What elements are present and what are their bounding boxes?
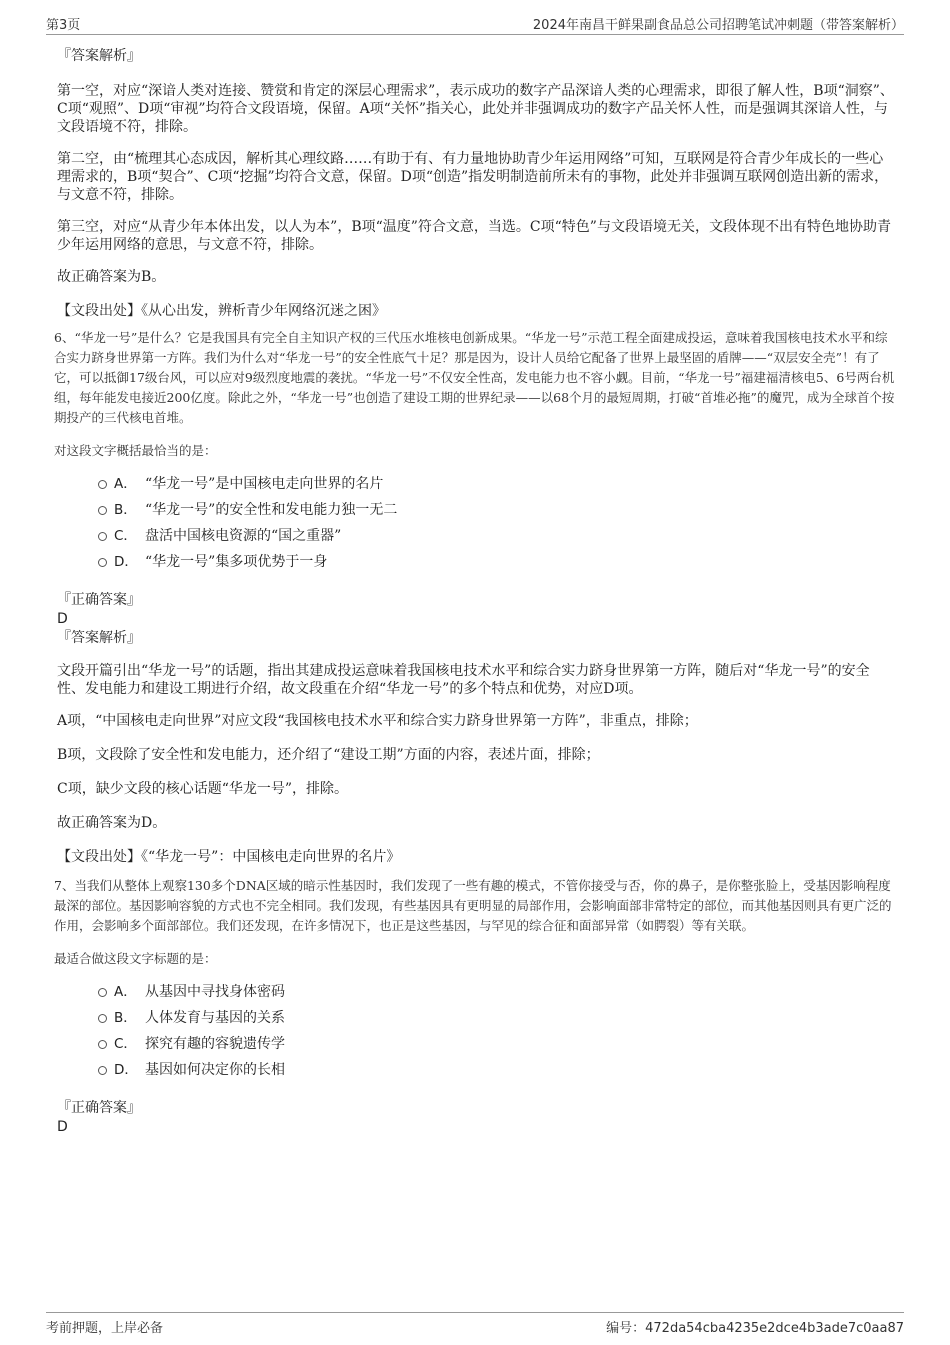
option-text: “华龙一号”集多项优势于一身 xyxy=(145,554,328,570)
q7-answer-label: 『正确答案』 xyxy=(57,1100,141,1116)
option-b[interactable] xyxy=(57,1008,897,1034)
option-letter: A． xyxy=(114,984,137,1000)
option-d[interactable] xyxy=(57,552,897,578)
option-letter: B． xyxy=(114,1010,137,1026)
option-c[interactable] xyxy=(57,526,897,552)
radio-button-icon[interactable] xyxy=(98,480,107,489)
q6-answer-label: 『正确答案』 xyxy=(57,592,141,608)
page-number: 第3页 xyxy=(46,18,81,33)
option-text: 从基因中寻找身体密码 xyxy=(145,984,285,1000)
option-text: “华龙一号”是中国核电走向世界的名片 xyxy=(145,476,384,492)
q6-analysis-paragraph: A项，“中国核电走向世界”对应文段“我国核电技术水平和综合实力跻身世界第一方阵”，非重点，排除； xyxy=(57,713,698,729)
option-letter: D． xyxy=(114,1062,138,1078)
q6-analysis-paragraph: B项，文段除了安全性和发电能力，还介绍了“建设工期”方面的内容，表述片面，排除； xyxy=(57,747,600,763)
q6-conclusion: 故正确答案为D。 xyxy=(57,815,167,831)
radio-button-icon[interactable] xyxy=(98,988,107,997)
option-letter: B． xyxy=(114,502,137,518)
q5-analysis-label: 『答案解析』 xyxy=(57,48,141,64)
option-text: 基因如何决定你的长相 xyxy=(145,1062,285,1078)
radio-button-icon[interactable] xyxy=(98,558,107,567)
radio-button-icon[interactable] xyxy=(98,1040,107,1049)
option-letter: A． xyxy=(114,476,137,492)
page-header xyxy=(46,12,904,35)
option-letter: C． xyxy=(114,528,137,544)
question-7-prompt: 最适合做这段文字标题的是： xyxy=(54,951,217,966)
q6-source: 【文段出处】《“华龙一号”：中国核电走向世界的名片》 xyxy=(57,849,401,865)
option-c[interactable] xyxy=(57,1034,897,1060)
option-a[interactable] xyxy=(57,982,897,1008)
option-a[interactable] xyxy=(57,474,897,500)
radio-button-icon[interactable] xyxy=(98,1014,107,1023)
option-text: 探究有趣的容貌遗传学 xyxy=(145,1036,285,1052)
option-text: “华龙一号”的安全性和发电能力独一无二 xyxy=(145,502,398,518)
option-d[interactable] xyxy=(57,1060,897,1086)
q6-analysis-paragraph: C项，缺少文段的核心话题“华龙一号”，排除。 xyxy=(57,781,349,797)
option-text: 人体发育与基因的关系 xyxy=(145,1010,285,1026)
q5-analysis-paragraph: 第一空，对应“深谙人类对连接、赞赏和肯定的深层心理需求”，表示成功的数字产品深谙人类的心理需求，即很了解人性，B项“洞察”、C项“观照”、D项“审视”均符合文段语境，保留。A项“关怀”指关心，此处并非强调成功的数字产品关怀人性，而是强调其深谙人性，与文段语境不符，排除。 xyxy=(57,83,894,135)
q5-conclusion: 故正确答案为B。 xyxy=(57,269,166,285)
q6-analysis-label: 『答案解析』 xyxy=(57,630,141,646)
page-content xyxy=(54,44,897,1136)
question-7-options xyxy=(57,982,897,1086)
radio-button-icon[interactable] xyxy=(98,532,107,541)
question-6-text: 6、“华龙一号”是什么？它是我国具有完全自主知识产权的三代压水堆核电创新成果。“华龙一号”示范工程全面建成投运，意味着我国核电技术水平和综合实力跻身世界第一方阵。我们为什么对“华龙一号”的安全性底气十足？那是因为，设计人员给它配备了世界上最坚固的盾牌——“双层安全壳”！有了它，可以抵御17级台风，可以应对9级烈度地震的袭扰。“华龙一号”不仅安全性高，发电能力也不容小觑。目前，“华龙一号”福建福清核电5、6号两台机组，每年能发电接近200亿度。除此之外，“华龙一号”也创造了建设工期的世界纪录——以68个月的最短周期，打破“首堆必拖”的魔咒，成为全球首个按期投产的三代核电首堆。 xyxy=(54,330,895,425)
question-6-options xyxy=(57,474,897,578)
option-text: 盘活中国核电资源的“国之重器” xyxy=(145,528,342,544)
option-b[interactable] xyxy=(57,500,897,526)
q5-analysis-paragraph: 第二空，由“梳理其心态成因，解析其心理纹路……有助于有、有力量地协助青少年运用网络”可知，互联网是符合青少年成长的一些心理需求的，B项“契合”、C项“挖掘”均符合文意，保留。D项“创造”指发明制造前所未有的事物，此处并非强调互联网创造出新的需求，与文意不符，排除。 xyxy=(57,151,889,203)
q5-source: 【文段出处】《从心出发，辨析青少年网络沉迷之困》 xyxy=(57,303,386,319)
page-footer xyxy=(46,1312,904,1335)
document-code: 编号：472da54cba4235e2dce4b3ade7c0aa87 xyxy=(606,1321,904,1336)
question-6-prompt: 对这段文字概括最恰当的是： xyxy=(54,443,217,458)
option-letter: C． xyxy=(114,1036,137,1052)
q6-analysis-paragraph: 文段开篇引出“华龙一号”的话题，指出其建成投运意味着我国核电技术水平和综合实力跻身世界第一方阵，随后对“华龙一号”的安全性、发电能力和建设工期进行介绍，故文段重在介绍“华龙一号”的多个特点和优势，对应D项。 xyxy=(57,663,870,697)
q6-answer: D xyxy=(57,611,68,627)
radio-button-icon[interactable] xyxy=(98,506,107,515)
option-letter: D． xyxy=(114,554,138,570)
footer-slogan: 考前押题，上岸必备 xyxy=(46,1321,164,1336)
q7-answer: D xyxy=(57,1119,68,1135)
document-title: 2024年南昌干鲜果副食品总公司招聘笔试冲刺题（带答案解析） xyxy=(532,18,904,33)
q5-analysis-paragraph: 第三空，对应“从青少年本体出发，以人为本”，B项“温度”符合文意，当选。C项“特色”与文段语境无关，文段体现不出有特色地协助青少年运用网络的意思，与文意不符，排除。 xyxy=(57,219,891,253)
radio-button-icon[interactable] xyxy=(98,1066,107,1075)
question-7-text: 7、当我们从整体上观察130多个DNA区域的暗示性基因时，我们发现了一些有趣的模式，不管你接受与否，你的鼻子，是你整张脸上，受基因影响程度最深的部位。基因影响容貌的方式也不完全相同。我们发现，有些基因具有更明显的局部作用，会影响面部非常特定的部位，而其他基因则具有更广泛的作用，会影响多个面部部位。我们还发现，在许多情况下，也正是这些基因，与罕见的综合征和面部异常（如腭裂）等有关联。 xyxy=(54,878,892,933)
